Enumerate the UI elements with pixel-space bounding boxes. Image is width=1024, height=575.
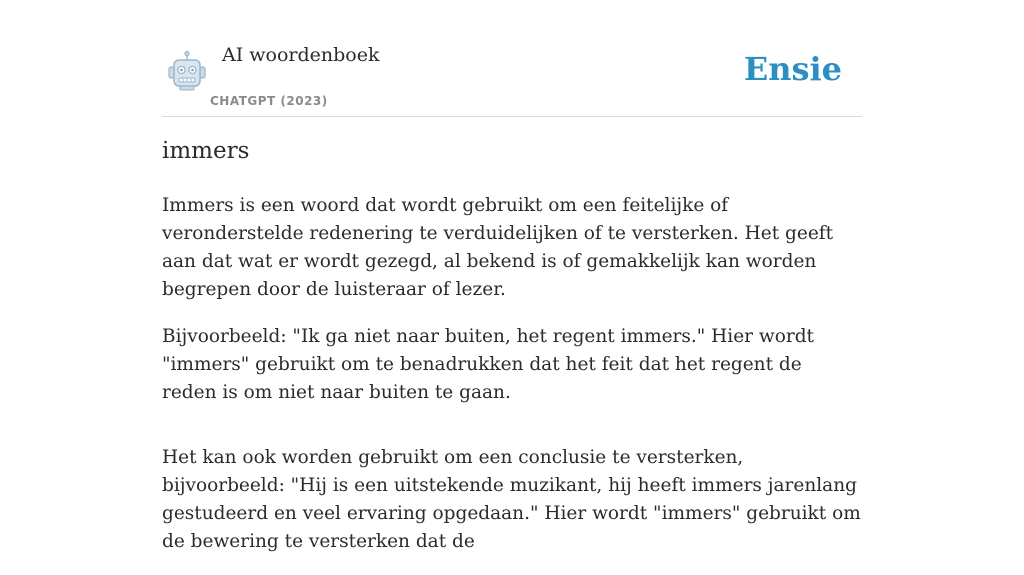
source-subtitle: CHATGPT (2023)	[210, 94, 328, 108]
definition-paragraph: Immers is een woord dat wordt gebruikt om een feitelijke of veronderstelde redenering te verduidelijken of te versterken. Het geeft aan dat wat er wordt gezegd, al bekend is of gemakkelijk kan worden begrepen door de luisteraar of lezer.	[162, 195, 834, 300]
example-paragraph: Het kan ook worden gebruikt om een conclusie te versterken, bijvoorbeeld: "Hij is een uitstekende muzikant, hij heeft immers jarenlang gestudeerd en veel ervaring opgedaan." Hier wordt "immers" gebruikt om de bewering te versterken dat de	[162, 447, 861, 552]
ensie-logo-link[interactable]: Ensie	[743, 50, 842, 88]
source-title: AI woordenboek	[222, 44, 380, 66]
example-paragraph: Bijvoorbeeld: "Ik ga niet naar buiten, het regent immers." Hier wordt "immers" gebruikt om te benadrukken dat het feit dat het regent de reden is om niet naar buiten te gaan.	[162, 326, 814, 403]
header	[162, 0, 862, 117]
entry-term: immers	[162, 138, 250, 164]
entry-definition	[162, 192, 862, 575]
robot-icon	[166, 50, 208, 92]
